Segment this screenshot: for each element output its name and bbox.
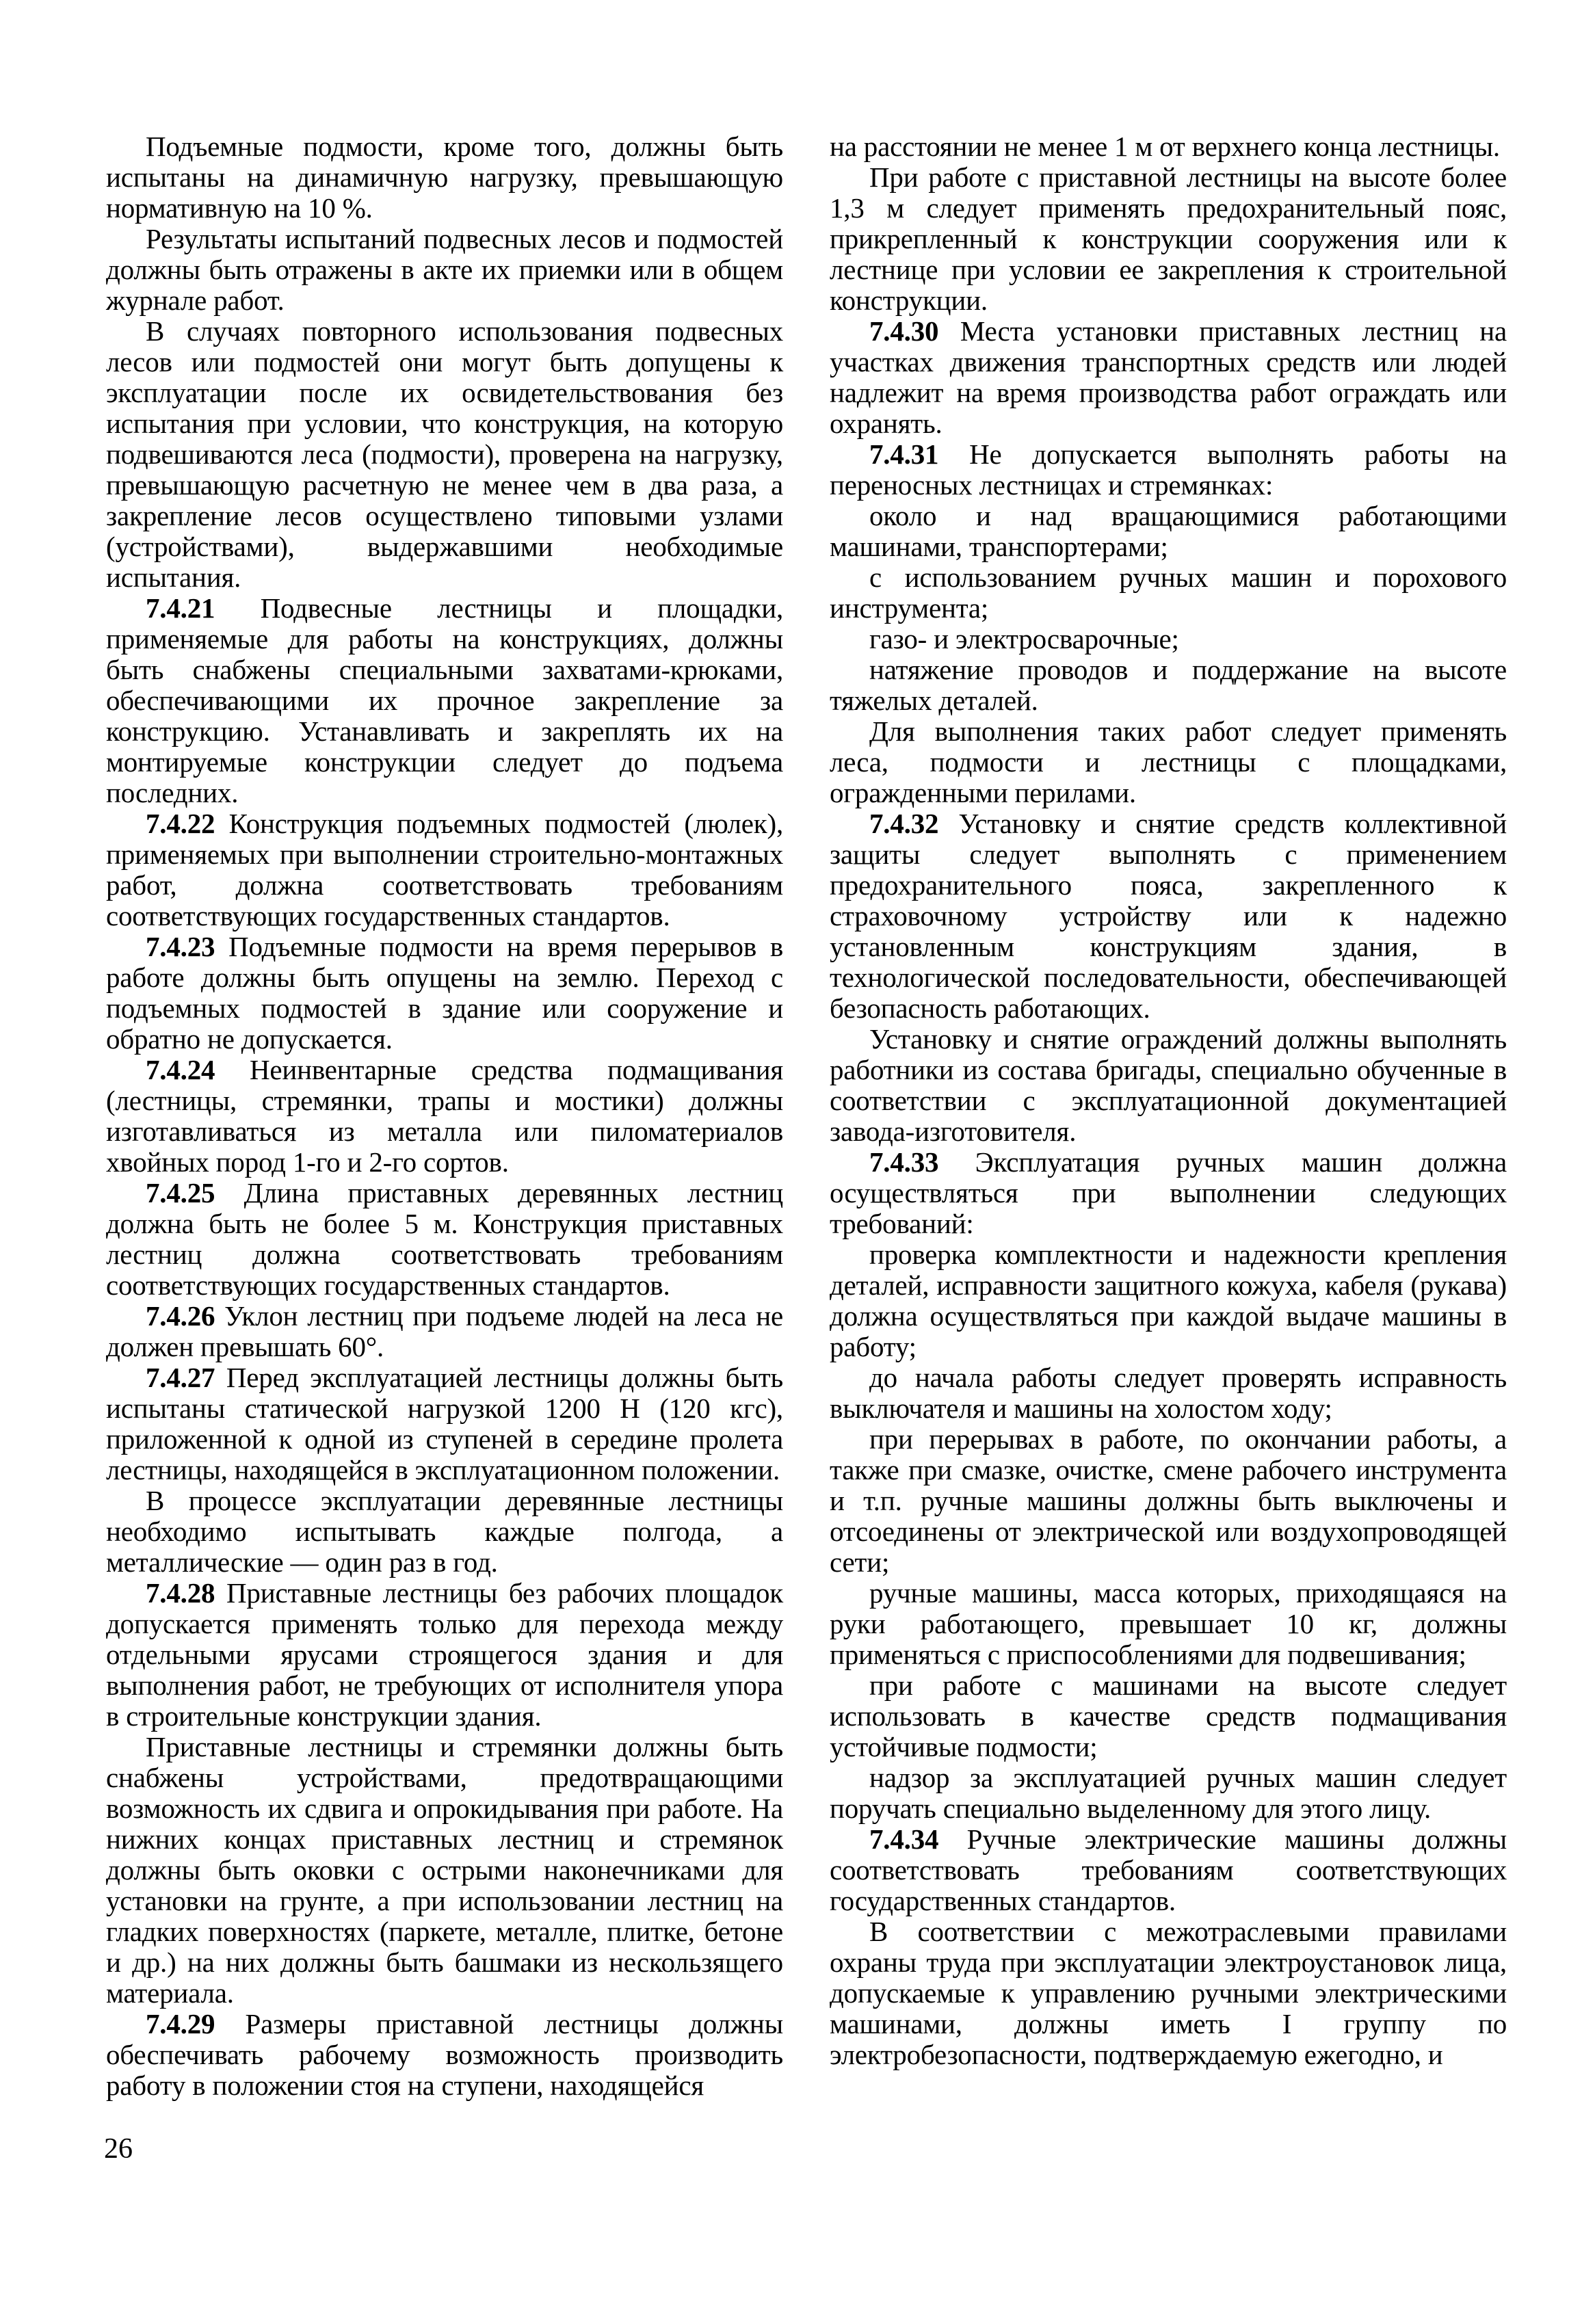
paragraph: Для выполнения таких работ следует применять леса, подмости и лестницы с площадками, огражденными перилами. xyxy=(830,715,1507,808)
section-number: 7.4.24 xyxy=(146,1054,215,1085)
section-number: 7.4.31 xyxy=(869,438,939,470)
paragraph: Приставные лестницы и стремянки должны быть снабжены устройствами, предотвращающими возможность их сдвига и опрокидывания при работе. На нижних концах приставных лестниц и стремянок должны быть оковки с острыми наконечниками для установки на грунте, а при использовании лестниц на гладких поверхностях (паркете, металле, плитке, бетоне и др.) на них должны быть башмаки из нескользящего материала. xyxy=(106,1731,783,2009)
paragraph: 7.4.27 Перед эксплуатацией лестницы должны быть испытаны статической нагрузкой 1200 Н (120 кгс), приложенной к одной из ступеней в середине пролета лестницы, находящейся в эксплуатационном положении. xyxy=(106,1362,783,1485)
section-number: 7.4.22 xyxy=(146,808,215,839)
section-number: 7.4.34 xyxy=(869,1823,939,1855)
paragraph: Результаты испытаний подвесных лесов и подмостей должны быть отражены в акте их приемки или в общем журнале работ. xyxy=(106,223,783,316)
left-column xyxy=(106,131,783,2101)
paragraph: 7.4.33 Эксплуатация ручных машин должна осуществляться при выполнении следующих требований: xyxy=(830,1146,1507,1239)
paragraph: натяжение проводов и поддержание на высоте тяжелых деталей. xyxy=(830,654,1507,716)
section-number: 7.4.21 xyxy=(146,592,215,624)
paragraph: при перерывах в работе, по окончании работы, а также при смазке, очистке, смене рабочего инструмента и т.п. ручные машины должны быть выключены и отсоединены от электрической или воздухопроводящей сети; xyxy=(830,1423,1507,1578)
paragraph: около и над вращающимися работающими машинами, транспортерами; xyxy=(830,500,1507,562)
paragraph: 7.4.22 Конструкция подъемных подмостей (люлек), применяемых при выполнении строительно-монтажных работ, должна соответствовать требованиям соответствующих государственных стандартов. xyxy=(106,808,783,932)
paragraph: 7.4.25 Длина приставных деревянных лестниц должна быть не более 5 м. Конструкция приставных лестниц должна соответствовать требованиям соответствующих государственных стандартов. xyxy=(106,1177,783,1301)
page-number: 26 xyxy=(104,2133,133,2165)
section-number: 7.4.30 xyxy=(869,315,939,347)
paragraph: проверка комплектности и надежности крепления деталей, исправности защитного кожуха, кабеля (рукава) должна осуществляться при каждой выдаче машины в работу; xyxy=(830,1239,1507,1362)
paragraph: 7.4.24 Неинвентарные средства подмащивания (лестницы, стремянки, трапы и мостики) должны изготавливаться из металла или пиломатериалов хвойных пород 1-го и 2-го сортов. xyxy=(106,1054,783,1178)
section-number: 7.4.25 xyxy=(146,1177,215,1209)
section-number: 7.4.26 xyxy=(146,1300,215,1332)
paragraph: 7.4.32 Установку и снятие средств коллективной защиты следует выполнять с применением предохранительного пояса, закрепленного к страховочному устройству или к надежно установленным конструкциям здания, в технологической последовательности, обеспечивающей безопасность работающих. xyxy=(830,808,1507,1024)
paragraph: В соответствии с межотраслевыми правилами охраны труда при эксплуатации электроустановок лица, допускаемые к управлению ручными электрическими машинами, должны иметь I группу по электробезопасности, подтверждаемую ежегодно, и xyxy=(830,1916,1507,2070)
section-number: 7.4.29 xyxy=(146,2008,215,2039)
paragraph: до начала работы следует проверять исправность выключателя и машины на холостом ходу; xyxy=(830,1362,1507,1424)
right-column xyxy=(830,131,1507,2070)
paragraph: на расстоянии не менее 1 м от верхнего конца лестницы. xyxy=(830,131,1500,162)
paragraph: надзор за эксплуатацией ручных машин следует поручать специально выделенному для этого лицу. xyxy=(830,1762,1507,1824)
paragraph: при работе с машинами на высоте следует использовать в качестве средств подмащивания устойчивые подмости; xyxy=(830,1669,1507,1762)
paragraph: 7.4.28 Приставные лестницы без рабочих площадок допускается применять только для перехода между отдельными ярусами строящегося здания и для выполнения работ, не требующих от исполнителя упора в строительные конструкции здания. xyxy=(106,1577,783,1732)
paragraph: В случаях повторного использования подвесных лесов или подмостей они могут быть допущены к эксплуатации после их освидетельствования без испытания при условии, что конструкция, на которую подвешиваются леса (подмости), проверена на нагрузку, превышающую расчетную не менее чем в два раза, а закрепление лесов осуществлено типовыми узлами (устройствами), выдержавшими необходимые испытания. xyxy=(106,315,783,593)
section-number: 7.4.23 xyxy=(146,931,215,962)
section-number: 7.4.28 xyxy=(146,1577,215,1609)
paragraph: Подъемные подмости, кроме того, должны быть испытаны на динамичную нагрузку, превышающую нормативную на 10 %. xyxy=(106,131,783,224)
paragraph: с использованием ручных машин и порохового инструмента; xyxy=(830,562,1507,624)
paragraph: 7.4.31 Не допускается выполнять работы на переносных лестницах и стремянках: xyxy=(830,438,1507,501)
paragraph: 7.4.34 Ручные электрические машины должны соответствовать требованиям соответствующих государственных стандартов. xyxy=(830,1823,1507,1916)
section-number: 7.4.33 xyxy=(869,1146,939,1178)
section-number: 7.4.32 xyxy=(869,808,939,839)
paragraph: газо- и электросварочные; xyxy=(869,623,1179,655)
paragraph: 7.4.29 Размеры приставной лестницы должны обеспечивать рабочему возможность производить работу в положении стоя на ступени, находящейся xyxy=(106,2008,783,2101)
paragraph: 7.4.21 Подвесные лестницы и площадки, применяемые для работы на конструкциях, должны быть снабжены специальными захватами-крюками, обеспечивающими их прочное закрепление за конструкцию. Устанавливать и закреплять их на монтируемые конструкции следует до подъема последних. xyxy=(106,592,783,808)
paragraph: 7.4.26 Уклон лестниц при подъеме людей на леса не должен превышать 60°. xyxy=(106,1300,783,1362)
paragraph: 7.4.23 Подъемные подмости на время перерывов в работе должны быть опущены на землю. Переход с подъемных подмостей в здание или сооружение и обратно не допускается. xyxy=(106,931,783,1055)
paragraph: 7.4.30 Места установки приставных лестниц на участках движения транспортных средств или людей надлежит на время производства работ ограждать или охранять. xyxy=(830,315,1507,439)
paragraph: Установку и снятие ограждений должны выполнять работники из состава бригады, специально обученные в соответствии с эксплуатационной документацией завода-изготовителя. xyxy=(830,1023,1507,1147)
paragraph: В процессе эксплуатации деревянные лестницы необходимо испытывать каждые полгода, а металлические — один раз в год. xyxy=(106,1485,783,1578)
paragraph: ручные машины, масса которых, приходящаяся на руки работающего, превышает 10 кг, должны применяться с приспособлениями для подвешивания; xyxy=(830,1577,1507,1670)
section-number: 7.4.27 xyxy=(146,1362,215,1393)
paragraph: При работе с приставной лестницы на высоте более 1,3 м следует применять предохранительный пояс, прикрепленный к конструкции сооружения или к лестнице при условии ее закрепления к строительной конструкции. xyxy=(830,161,1507,316)
